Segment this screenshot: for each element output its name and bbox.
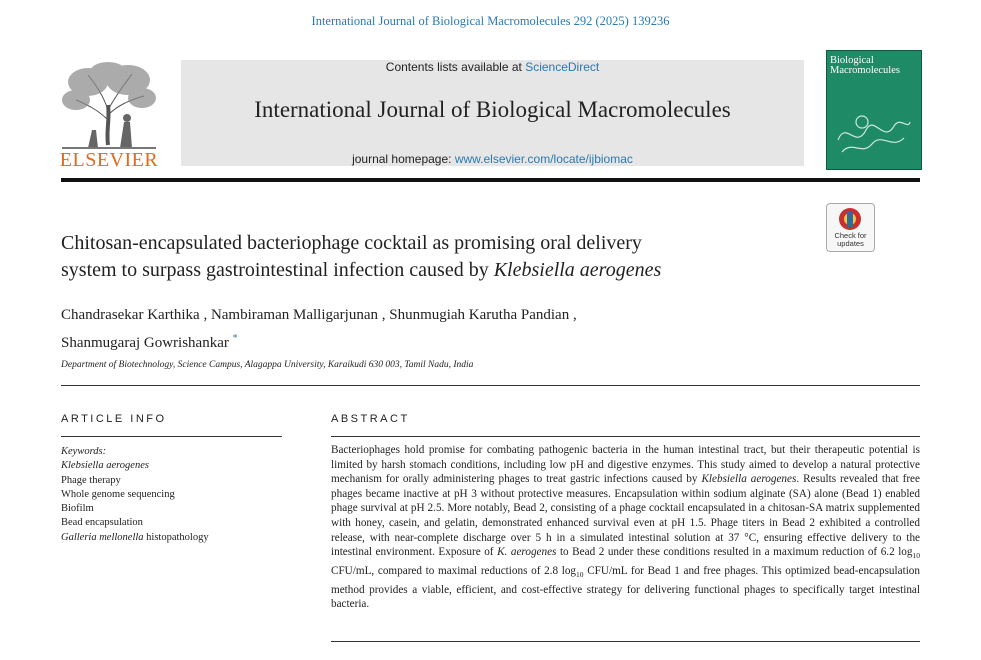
abstract-heading: ABSTRACT [331,413,410,425]
keyword-item: Phage therapy [61,474,121,486]
corresponding-author-mark[interactable]: * [232,333,238,344]
header-divider [61,178,920,182]
cover-title-line1: Biological [830,55,874,66]
abstract-rule [331,436,920,437]
check-updates-line1: Check for [834,231,867,240]
journal-name: International Journal of Biological Macromolecules [254,97,731,122]
keyword-item: Bead encapsulation [61,517,143,529]
abstract-bottom-rule [331,641,920,642]
crossmark-icon [838,207,862,231]
contents-line [181,60,804,74]
keyword-item: Biofilm [61,503,94,515]
affiliation: Department of Biotechnology, Science Campus, Alagappa University, Karaikudi 630 003, Tamil Nadu, India [61,360,474,370]
title-line2 [61,257,821,284]
elsevier-wordmark: ELSEVIER [59,149,159,171]
article-info-rule [61,436,282,437]
keywords-list [61,445,209,545]
title-line1: Chitosan-encapsulated bacteriophage cocktail as promising oral delivery [61,232,642,254]
journal-citation-link[interactable]: International Journal of Biological Macromolecules 292 (2025) 139236 [311,14,670,28]
check-updates-line2: updates [837,239,864,248]
homepage-prefix: journal homepage: [352,152,455,166]
author-gowrishankar[interactable]: Shanmugaraj Gowrishankar [61,335,233,351]
author-list [61,304,761,355]
title-species-italic: Klebsiella aerogenes [493,259,662,281]
title-line2-text: system to surpass gastrointestinal infection caused by [61,259,494,281]
cover-protein-graphic [832,100,914,160]
article-info-heading: ARTICLE INFO [61,413,167,425]
cover-title [830,56,920,76]
sciencedirect-link[interactable]: ScienceDirect [525,60,600,74]
authors-line2 [61,327,761,355]
abstract-body: Bacteriophages hold promise for combating pathogenic bacteria in the human intestinal tract, but their therapeutic potential is limited by harsh stomach conditions, including low pH and digestive enzymes. This study aimed to develop a natural protective mechanism for orally administering phages to treat gastric infections caused by Klebsiella aerogenes. Results revealed that free phages became inactive at pH 3 without protective measures. Encapsulation within sodium alginate (SA) alone (Bead 1) enabled phage survival at pH 2.5. More notably, Bead 2, consisting of a phage cocktail encapsulated in a chitosan-SA matrix supplemented with honey, casein, and gelatin, demonstrated enhanced survival even at pH 1.5. Phage titers in Bead 2 exhibited a controlled release, with near-complete discharge over 5 h in a simulated intestinal solution at 37 °C, ensuring effective delivery to the intestinal environment. Exposure of K. aerogenes to Bead 2 under these conditions resulted in a maximum reduction of 6.2 $\log_{10} CFU/mL$, compared to maximal reductions of 2.8 $\log_{10} CFU/mL$ for Bead 1 and free phages. This optimized bead-encapsulation method provides a viable, efficient, and cost-effective strategy for delivering functional phages to specifically target intestinal bacteria. [331,444,920,611]
contents-prefix: Contents lists available at [385,60,526,74]
journal-homepage-link[interactable]: www.elsevier.com/locate/ijbiomac [454,152,633,166]
article-title [61,230,821,284]
authors-line1[interactable]: Chandrasekar Karthika , Nambiraman Malligarjunan , Shunmugiah Karutha Pandian , [61,307,577,323]
keyword-item: Klebsiella aerogenes [61,460,149,472]
homepage-line [181,152,804,166]
keyword-item: Whole genome sequencing [61,488,175,500]
cover-title-line2: Macromolecules [830,65,900,76]
check-for-updates-label [826,232,875,248]
keywords-label: Keywords: [61,446,107,457]
keyword-item: Galleria mellonella histopathology [61,531,209,543]
affiliation-divider [61,385,920,386]
